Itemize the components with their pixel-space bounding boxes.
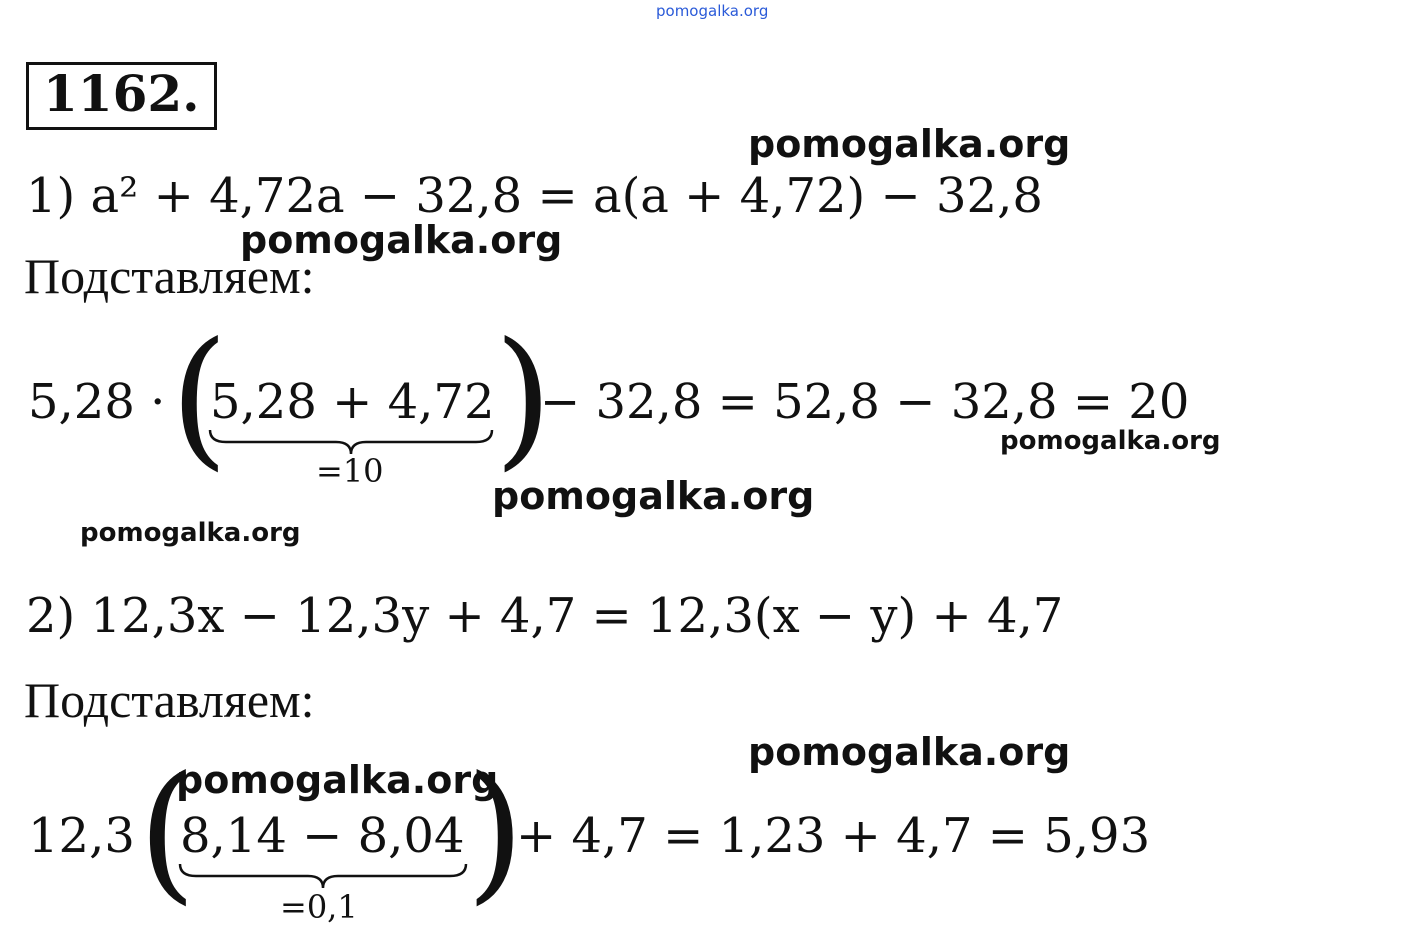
watermark-4: pomogalka.org — [492, 474, 815, 518]
part2-left-paren: ( — [138, 745, 197, 919]
watermark-3: pomogalka.org — [1000, 426, 1221, 456]
part1-calc-suffix: − 32,8 = 52,8 − 32,8 = 20 — [540, 374, 1190, 430]
part1-substitute-label: Подставляем: — [24, 248, 315, 304]
part1-brace-value: =10 — [316, 452, 384, 490]
part2-calc-prefix: 12,3 — [28, 808, 135, 864]
part2-calc-inner: 8,14 − 8,04 — [180, 808, 465, 864]
watermark-1: pomogalka.org — [748, 122, 1071, 166]
part2-calc-suffix: + 4,7 = 1,23 + 4,7 = 5,93 — [516, 808, 1151, 864]
watermark-7: pomogalka.org — [176, 758, 499, 802]
part1-calc-inner: 5,28 + 4,72 — [210, 374, 495, 430]
part2-expression: 2) 12,3x − 12,3y + 4,7 = 12,3(x − y) + 4,7 — [26, 588, 1064, 644]
part1-calc-prefix: 5,28 · — [28, 374, 166, 430]
part1-expression: 1) a² + 4,72a − 32,8 = a(a + 4,72) − 32,8 — [26, 168, 1043, 224]
watermark-6: pomogalka.org — [748, 730, 1071, 774]
part1-right-paren: ) — [494, 311, 553, 485]
top-watermark: pomogalka.org — [656, 2, 769, 20]
part2-right-paren: ) — [466, 745, 525, 919]
problem-number: 1162. — [26, 62, 217, 130]
watermark-2: pomogalka.org — [240, 218, 563, 262]
part2-substitute-label: Подставляем: — [24, 672, 315, 728]
part1-left-paren: ( — [170, 311, 229, 485]
part2-brace-value: =0,1 — [280, 888, 358, 926]
watermark-5: pomogalka.org — [80, 518, 301, 548]
